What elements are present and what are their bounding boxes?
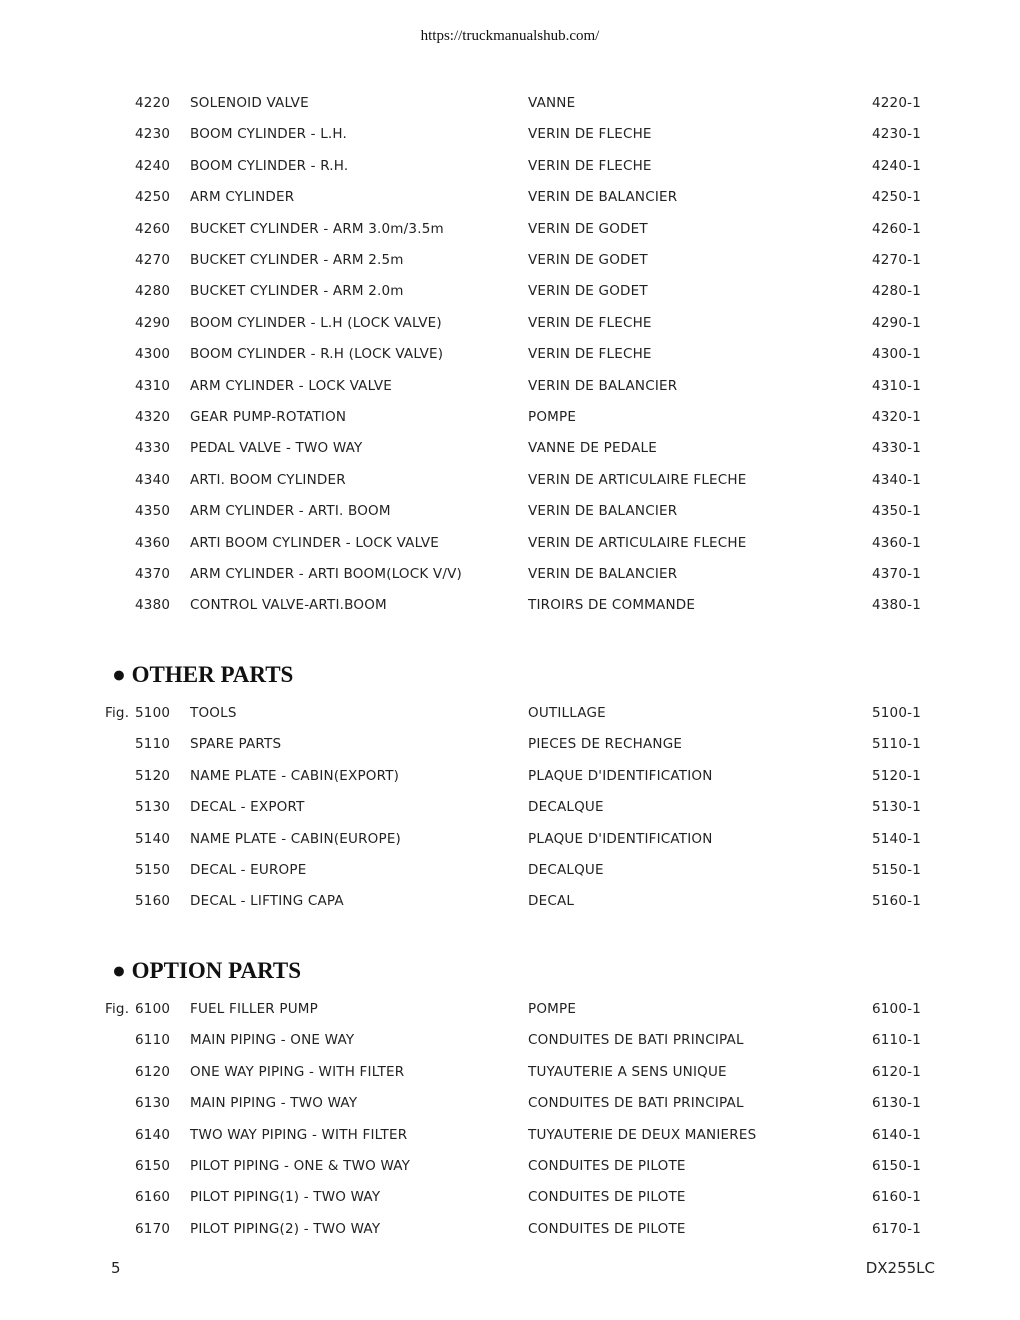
figure-reference: 6150-1 [871,1158,921,1174]
parts-row [0,440,1020,460]
part-code: 6130 [135,1095,171,1112]
part-code: 4360 [135,534,171,551]
parts-row [0,566,1020,586]
parts-row [0,378,1020,398]
part-name-french: PLAQUE D'IDENTIFICATION [528,830,713,847]
figure-label: Fig. [105,705,130,721]
part-code: 4290 [135,314,171,331]
model-name: DX255LC [865,1259,935,1277]
part-name-french: VERIN DE BALANCIER [528,503,678,520]
parts-row [0,1095,1020,1115]
part-code: 4240 [135,157,171,174]
part-name-english: PILOT PIPING(2) - TWO WAY [190,1220,381,1237]
part-name-english: ONE WAY PIPING - WITH FILTER [190,1063,405,1080]
parts-row [0,1221,1020,1241]
figure-reference: 6160-1 [871,1189,921,1206]
parts-row [0,346,1020,366]
figure-reference: 4380-1 [871,597,921,614]
figure-reference: 4220-1 [871,95,921,111]
part-name-french: VERIN DE GODET [528,252,648,268]
part-name-english: BOOM CYLINDER - L.H (LOCK VALVE) [190,314,442,331]
part-code: 4230 [135,126,171,143]
figure-reference: 5150-1 [871,862,921,878]
part-code: 6150 [135,1158,171,1174]
parts-row [0,1189,1020,1209]
part-name-french: CONDUITES DE PILOTE [528,1158,686,1174]
parts-row [0,409,1020,429]
part-code: 4250 [135,189,171,206]
part-code: 4270 [135,252,171,268]
part-code: 5120 [135,767,171,784]
part-name-english: TWO WAY PIPING - WITH FILTER [190,1126,408,1143]
figure-reference: 5160-1 [871,893,921,910]
part-code: 4300 [135,346,171,363]
part-code: 4220 [135,95,171,111]
part-code: 4330 [135,440,171,457]
part-name-french: DECALQUE [528,862,604,878]
part-name-french: POMPE [528,409,577,425]
part-name-french: CONDUITES DE PILOTE [528,1189,686,1206]
figure-reference: 6110-1 [871,1032,921,1049]
part-name-english: PEDAL VALVE - TWO WAY [190,440,363,457]
part-name-french: DECALQUE [528,799,604,816]
figure-reference: 4310-1 [871,377,921,394]
part-name-french: VERIN DE BALANCIER [528,377,678,394]
part-name-french: PLAQUE D'IDENTIFICATION [528,767,713,784]
parts-row [0,1158,1020,1178]
parts-row [0,1127,1020,1147]
part-code: 4320 [135,409,171,425]
figure-reference: 4360-1 [871,534,921,551]
part-code: 5110 [135,736,171,753]
part-name-french: VERIN DE BALANCIER [528,566,678,582]
part-code: 4350 [135,503,171,520]
part-name-english: BOOM CYLINDER - R.H. [190,157,349,174]
figure-reference: 4230-1 [871,126,921,143]
parts-row [0,831,1020,851]
part-name-english: ARM CYLINDER - ARTI BOOM(LOCK V/V) [190,566,463,582]
part-code: 6100 [135,1001,171,1017]
part-code: 4340 [135,471,171,488]
figure-reference: 5120-1 [871,767,921,784]
figure-reference: 6120-1 [871,1063,921,1080]
part-name-french: VANNE [528,95,576,111]
parts-row [0,768,1020,788]
part-name-english: BOOM CYLINDER - L.H. [190,126,348,143]
figure-reference: 5130-1 [871,799,921,816]
figure-reference: 4340-1 [871,471,921,488]
part-code: 5160 [135,893,171,910]
figure-reference: 4250-1 [871,189,921,206]
figure-reference: 4370-1 [871,566,921,582]
parts-row [0,1064,1020,1084]
part-code: 6160 [135,1189,171,1206]
figure-reference: 4330-1 [871,440,921,457]
part-name-english: MAIN PIPING - ONE WAY [190,1032,355,1049]
part-name-french: VERIN DE FLECHE [528,314,652,331]
part-name-english: SOLENOID VALVE [190,95,309,111]
part-name-french: CONDUITES DE BATI PRINCIPAL [528,1095,744,1112]
part-name-french: OUTILLAGE [528,705,606,721]
part-name-french: TUYAUTERIE DE DEUX MANIERES [528,1126,757,1143]
part-name-french: POMPE [528,1001,577,1017]
part-name-french: TUYAUTERIE A SENS UNIQUE [528,1063,727,1080]
part-name-english: BUCKET CYLINDER - ARM 2.0m [190,283,404,300]
figure-reference: 5110-1 [871,736,921,753]
part-name-english: PILOT PIPING - ONE & TWO WAY [190,1158,411,1174]
parts-row [0,1001,1020,1021]
parts-row [0,189,1020,209]
part-name-english: ARM CYLINDER - LOCK VALVE [190,377,392,394]
part-name-french: VERIN DE BALANCIER [528,189,678,206]
parts-row [0,597,1020,617]
figure-reference: 5140-1 [871,830,921,847]
part-name-french: VERIN DE ARTICULAIRE FLECHE [528,534,747,551]
part-name-french: VERIN DE GODET [528,283,648,300]
part-code: 4310 [135,377,171,394]
part-name-french: VERIN DE FLECHE [528,126,652,143]
part-code: 4260 [135,220,171,237]
part-name-english: FUEL FILLER PUMP [190,1001,318,1017]
part-name-english: DECAL - EXPORT [190,799,305,816]
part-name-french: TIROIRS DE COMMANDE [528,597,696,614]
part-name-english: NAME PLATE - CABIN(EUROPE) [190,830,402,847]
parts-row [0,862,1020,882]
figure-reference: 4270-1 [871,252,921,268]
figure-reference: 5100-1 [871,705,921,721]
source-url[interactable]: https://truckmanualshub.com/ [420,28,600,44]
part-name-english: GEAR PUMP-ROTATION [190,409,347,425]
parts-row [0,221,1020,241]
parts-row [0,283,1020,303]
parts-row [0,158,1020,178]
part-name-french: VERIN DE ARTICULAIRE FLECHE [528,471,747,488]
figure-reference: 6130-1 [871,1095,921,1112]
parts-row [0,95,1020,115]
part-code: 6110 [135,1032,171,1049]
parts-row [0,503,1020,523]
part-name-french: VANNE DE PEDALE [528,440,657,457]
part-name-english: PILOT PIPING(1) - TWO WAY [190,1189,381,1206]
section-title-option-parts: ● OPTION PARTS [112,958,302,983]
part-name-french: DECAL [528,893,575,910]
part-name-english: ARTI. BOOM CYLINDER [190,471,346,488]
part-name-english: NAME PLATE - CABIN(EXPORT) [190,767,400,784]
part-code: 4380 [135,597,171,614]
part-name-english: BOOM CYLINDER - R.H (LOCK VALVE) [190,346,444,363]
parts-row [0,1032,1020,1052]
part-name-french: PIECES DE RECHANGE [528,736,683,753]
parts-row [0,736,1020,756]
figure-reference: 4280-1 [871,283,921,300]
figure-reference: 4260-1 [871,220,921,237]
parts-row [0,252,1020,272]
part-name-english: CONTROL VALVE-ARTI.BOOM [190,597,387,614]
part-name-english: SPARE PARTS [190,736,282,753]
part-name-english: ARTI BOOM CYLINDER - LOCK VALVE [190,534,440,551]
parts-row [0,126,1020,146]
part-name-english: MAIN PIPING - TWO WAY [190,1095,358,1112]
parts-row [0,799,1020,819]
part-name-french: VERIN DE FLECHE [528,346,652,363]
part-code: 6120 [135,1063,171,1080]
part-name-english: ARM CYLINDER - ARTI. BOOM [190,503,391,520]
part-code: 5140 [135,830,171,847]
part-code: 5130 [135,799,171,816]
parts-row [0,315,1020,335]
figure-reference: 6100-1 [871,1001,921,1017]
page-number: 5 [111,1259,121,1277]
section-title-other-parts: ● OTHER PARTS [112,662,294,687]
part-name-english: ARM CYLINDER [190,189,295,206]
parts-row [0,705,1020,725]
figure-reference: 6170-1 [871,1220,921,1237]
part-name-french: CONDUITES DE BATI PRINCIPAL [528,1032,744,1049]
figure-reference: 4240-1 [871,157,921,174]
figure-reference: 6140-1 [871,1126,921,1143]
part-code: 6170 [135,1220,171,1237]
part-name-english: BUCKET CYLINDER - ARM 2.5m [190,252,404,268]
parts-row [0,535,1020,555]
part-code: 4370 [135,566,171,582]
part-name-french: VERIN DE GODET [528,220,648,237]
part-code: 5100 [135,705,171,721]
parts-row [0,893,1020,913]
parts-row [0,472,1020,492]
figure-label: Fig. [105,1001,130,1017]
figure-reference: 4320-1 [871,409,921,425]
part-name-english: DECAL - EUROPE [190,862,307,878]
part-code: 5150 [135,862,171,878]
part-name-english: TOOLS [190,705,237,721]
part-name-french: VERIN DE FLECHE [528,157,652,174]
part-name-french: CONDUITES DE PILOTE [528,1220,686,1237]
figure-reference: 4290-1 [871,314,921,331]
part-code: 4280 [135,283,171,300]
part-code: 6140 [135,1126,171,1143]
part-name-english: DECAL - LIFTING CAPA [190,893,344,910]
part-name-english: BUCKET CYLINDER - ARM 3.0m/3.5m [190,220,444,237]
figure-reference: 4350-1 [871,503,921,520]
figure-reference: 4300-1 [871,346,921,363]
